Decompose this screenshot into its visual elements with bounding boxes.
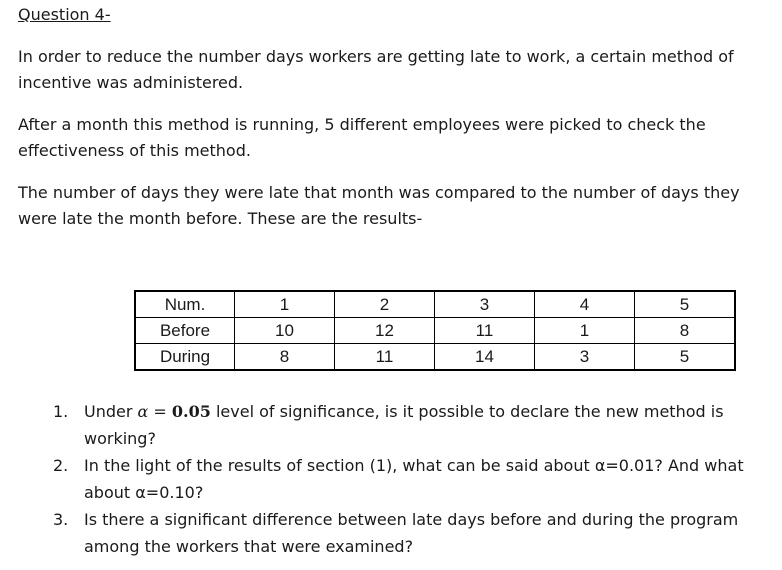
intro-paragraph: In order to reduce the number days workers are getting late to work, a certain method of incentive was administered. <box>18 47 734 92</box>
row-label-before: Before <box>135 318 235 344</box>
table-cell: 3 <box>435 291 535 318</box>
table-cell: 10 <box>235 318 335 344</box>
table-cell: 14 <box>435 344 535 371</box>
item-number: 1. <box>53 402 69 421</box>
list-item <box>44 506 764 560</box>
table-cell: 8 <box>235 344 335 371</box>
table-row <box>135 291 735 318</box>
equals-sign: = <box>148 402 172 421</box>
table-cell: 5 <box>635 344 736 371</box>
table-cell: 5 <box>635 291 736 318</box>
table-cell: 8 <box>635 318 736 344</box>
question-text <box>84 402 724 448</box>
item-number: 2. <box>53 456 69 475</box>
table-cell: 1 <box>235 291 335 318</box>
table-row <box>135 344 735 371</box>
results-table <box>134 290 736 371</box>
question-text-pre: Under <box>84 402 138 421</box>
question-text: In the light of the results of section (1), what can be said about α=0.01? And what about α=0.10? <box>84 456 744 502</box>
table-cell: 11 <box>335 344 435 371</box>
question-list <box>44 398 764 560</box>
row-label-num: Num. <box>135 291 235 318</box>
table-cell: 1 <box>535 318 635 344</box>
method-paragraph: After a month this method is running, 5 different employees were picked to check the effectiveness of this method. <box>18 115 706 160</box>
list-item <box>44 398 764 452</box>
alpha-expression <box>138 402 211 421</box>
question-text: Is there a significant difference between late days before and during the program among the workers that were examined? <box>84 510 739 556</box>
table-row <box>135 318 735 344</box>
table-cell: 4 <box>535 291 635 318</box>
table-cell: 2 <box>335 291 435 318</box>
row-label-during: During <box>135 344 235 371</box>
question-text-post: level of significance, is it possible to declare the new method is working? <box>84 402 724 448</box>
list-item <box>44 452 764 506</box>
item-number: 3. <box>53 510 69 529</box>
comparison-paragraph: The number of days they were late that month was compared to the number of days they were late the month before. These are the results- <box>18 183 740 228</box>
table-cell: 12 <box>335 318 435 344</box>
alpha-value: 0.05 <box>171 402 211 421</box>
table-cell: 3 <box>535 344 635 371</box>
alpha-symbol: α <box>137 402 149 421</box>
question-heading: Question 4- <box>18 5 111 24</box>
table-cell: 11 <box>435 318 535 344</box>
